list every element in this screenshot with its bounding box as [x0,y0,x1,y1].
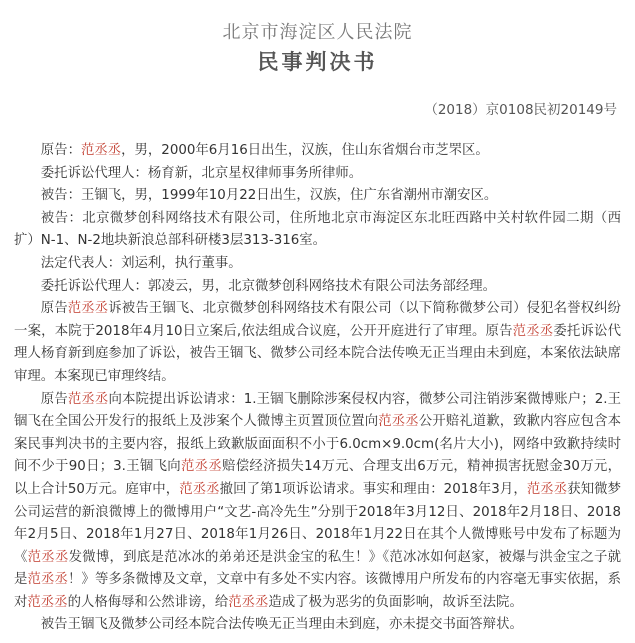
text-run: 委托诉讼代理人杨育新到庭参加了诉讼，被告王锢飞、微梦公司经本院合法传唤无正当理由未到庭，本案依法缺席审理。本案现已审理终结。 [14,323,622,384]
party-role: 被告： [40,210,83,226]
text-run: 向本院提出诉讼请求：1.王锢飞删除涉案侵权内容，微梦公司注销涉案微博账户；2.王锢飞在全国公开发行的报纸上及涉案个人微博主页置顶位置向 [14,391,622,430]
party-role: 原告： [40,143,81,158]
claims-paragraph [14,389,621,615]
plaintiff-name: 范丞丞 [526,481,568,497]
party-role: 委托诉讼代理人： [40,278,148,294]
court-name: 北京市海淀区人民法院 [222,22,413,43]
text-run: 造成了极为恶劣的负面影响，故诉至法院。 [268,594,523,610]
text-run: 获知微梦公司运营的新浪微博上的微博用户“文艺-高冷先生”分别于2018年3月12日、2018年2月18日、2018年2月5日、2018年1月27日、2018年1月26日、2018年1月22日在其个人微博账号中发布了标题为《 [14,481,622,565]
party-details: 北京微梦创科网络技术有限公司，住所地北京市海淀区东北旺西路中关村软件园二期（西扩）N-1、N-2地块新浪总部科研楼3层313-316室。 [14,210,622,249]
text-run: 原告 [40,391,68,407]
party-legal-representative [14,253,621,276]
case-number: （2018）京0108民初20149号 [424,102,617,118]
text-run: 公开赔礼道歉，致歉内容应包含本案民事判决书的主要内容，报纸上致歉版面面积不小于6.0cm×9.0cm(名片大小)，网络中致歉持续时间不少于90日；3.王锢飞向 [14,414,622,475]
party-defendant-agent [14,276,621,299]
party-details: 杨育新，北京星权律师事务所律师。 [147,165,363,181]
text-run: 原告 [40,301,68,317]
party-defendant-2 [14,208,621,253]
party-defendant-1 [14,185,621,208]
plaintiff-name: 范丞丞 [67,391,109,407]
plaintiff-name: 范丞丞 [228,594,269,610]
plaintiff-name: 范丞丞 [27,594,68,610]
plaintiff-name: 范丞丞 [378,414,419,430]
party-details: 王锢飞，男，1999年10月22日出生，汉族，住广东省潮州市潮安区。 [80,188,498,204]
party-details: ，男，2000年6月16日出生，汉族，住山东省烟台市芝罘区。 [121,143,489,158]
party-plaintiff [14,140,621,163]
plaintiff-name: 范丞丞 [180,459,223,475]
text-run: 的人格侮辱和公然诽谤，给 [67,594,229,610]
text-run: ！》等多条微博及文章，文章中有多处不实内容。该微博用户所发布的内容毫无事实依据，系对 [14,572,622,610]
party-details: 刘运利，执行董事。 [121,255,242,271]
case-summary-paragraph [14,298,621,388]
plaintiff-name: 范丞丞 [179,481,220,497]
plaintiff-name: 范丞丞 [67,301,109,317]
plaintiff-name: 范丞丞 [27,549,69,565]
text-run: 发微博，到底是范冰冰的弟弟还是洪金宝的私生！》《范冰冰如何赵家，被爆与洪金宝之子就是 [14,549,622,588]
text-run: 诉被告王锢飞、北京微梦创科网络技术有限公司（以下简称微梦公司）侵犯名誉权纠纷一案，本院于2018年4月10日立案后,依法组成合议庭，公开开庭进行了审理。原告 [14,301,622,339]
party-role: 法定代表人： [40,255,122,271]
text-run: 赔偿经济损失14万元、合理支出6万元，精神损害抚慰金30万元，以上合计50万元。庭审中， [14,459,621,497]
party-plaintiff-agent [14,163,621,186]
plaintiff-name: 范丞丞 [27,572,68,588]
party-role: 被告： [40,188,81,204]
party-role: 委托诉讼代理人： [40,165,148,181]
defendant-absence-paragraph: 被告王锢飞及微梦公司经本院合法传唤无正当理由未到庭，亦未提交书面答辩状。 [40,617,523,633]
plaintiff-name: 范丞丞 [512,323,554,339]
document-title: 民事判决书 [257,50,378,74]
judgment-body [14,140,621,637]
party-details: 郭凌云，男，北京微梦创科网络技术有限公司法务部经理。 [147,278,497,294]
text-run: 撤回了第1项诉讼请求。事实和理由：2018年3月， [219,481,527,497]
plaintiff-name: 范丞丞 [80,143,122,158]
